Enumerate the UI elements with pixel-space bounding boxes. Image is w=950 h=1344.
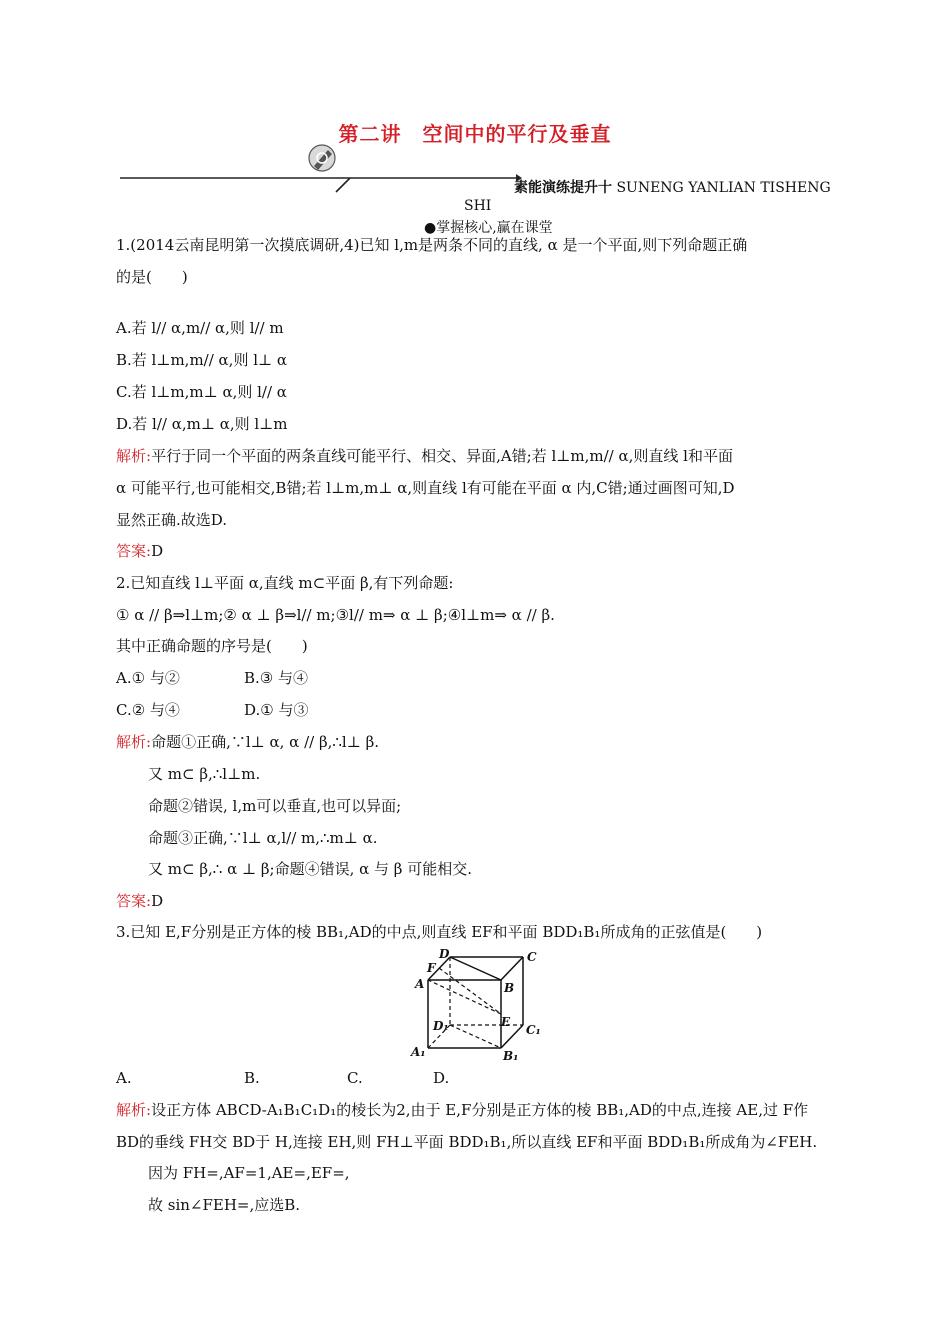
q1-option-d: D.若 l// α,m⊥ α,则 l⊥m	[116, 415, 288, 433]
cube-label-a: A	[415, 977, 425, 991]
q2-analysis-line3: 命题②错误, l,m可以垂直,也可以异面;	[148, 797, 402, 815]
banner-label: 素能演练提升十 SUNENG YANLIAN TISHENG	[514, 180, 831, 196]
q1-option-b: B.若 l⊥m,m// α,则 l⊥ α	[116, 351, 288, 369]
cube-label-c1: C₁	[526, 1023, 541, 1037]
q2-answer: 答案:D	[116, 892, 164, 910]
q3-analysis-line4: 故 sin∠FEH=,应选B.	[148, 1196, 301, 1214]
q2-analysis-line4: 命题③正确,∵l⊥ α,l// m,∴m⊥ α.	[148, 829, 378, 847]
q2-analysis-line1: 解析:命题①正确,∵l⊥ α, α // β,∴l⊥ β.	[116, 733, 380, 751]
q2-stem-line3: 其中正确命题的序号是( )	[116, 637, 308, 655]
q3-analysis-line1: 解析:设正方体 ABCD-A₁B₁C₁D₁的棱长为2,由于 E,F分别是正方体的棱 BB₁,AD的中点,连接 AE,过 F作	[116, 1101, 809, 1119]
cube-label-b: B	[504, 981, 515, 995]
cube-label-a1: A₁	[411, 1045, 426, 1059]
q2-stem-line1: 2.已知直线 l⊥平面 α,直线 m⊂平面 β,有下列命题:	[116, 574, 454, 592]
q2-option-d: D.① 与③	[244, 701, 309, 719]
q3-option-a: A.	[116, 1069, 132, 1087]
q1-option-c: C.若 l⊥m,m⊥ α,则 l// α	[116, 383, 287, 401]
q1-answer: 答案:D	[116, 542, 164, 560]
banner-subtitle: ●掌握核心,赢在课堂	[424, 220, 553, 236]
q3-stem: 3.已知 E,F分别是正方体的棱 BB₁,AD的中点,则直线 EF和平面 BDD₁B₁所成角的正弦值是( )	[116, 923, 763, 941]
q2-option-a: A.① 与②	[116, 669, 180, 687]
cube-figure	[405, 948, 555, 1063]
cube-label-c: C	[527, 950, 537, 964]
q2-analysis-line5: 又 m⊂ β,∴ α ⊥ β;命题④错误, α 与 β 可能相交.	[148, 860, 472, 878]
q1-stem-line1: 1.(2014云南昆明第一次摸底调研,4)已知 l,m是两条不同的直线, α 是一个平面,则下列命题正确	[116, 236, 748, 254]
cube-label-d: D	[439, 948, 450, 961]
cube-label-f: F	[427, 961, 436, 975]
q3-option-c: C.	[347, 1069, 363, 1087]
q3-option-d: D.	[433, 1069, 450, 1087]
q2-option-b: B.③ 与④	[244, 669, 309, 687]
cube-label-d1: D₁	[433, 1019, 449, 1033]
q3-option-b: B.	[244, 1069, 260, 1087]
q1-option-a: A.若 l// α,m// α,则 l// m	[116, 319, 284, 337]
cube-label-e: E	[501, 1015, 511, 1029]
q2-analysis-line2: 又 m⊂ β,∴l⊥m.	[148, 765, 261, 783]
banner-label-continued: SHI	[464, 198, 492, 214]
q1-analysis-line2: α 可能平行,也可能相交,B错;若 l⊥m,m⊥ α,则直线 l有可能在平面 α 内,C错;通过画图可知,D	[116, 479, 735, 497]
q2-stem-line2: ① α // β⇒l⊥m;② α ⊥ β⇒l// m;③l// m⇒ α ⊥ β;④l⊥m⇒ α // β.	[116, 606, 555, 624]
q1-analysis-line3: 显然正确.故选D.	[116, 511, 228, 529]
q1-analysis-line1: 解析:平行于同一个平面的两条直线可能平行、相交、异面,A错;若 l⊥m,m// α,则直线 l和平面	[116, 447, 733, 465]
q2-option-c: C.② 与④	[116, 701, 180, 719]
q3-analysis-line2: BD的垂线 FH交 BD于 H,连接 EH,则 FH⊥平面 BDD₁B₁,所以直线 EF和平面 BDD₁B₁所成角为∠FEH.	[116, 1133, 818, 1151]
page-title: 第二讲 空间中的平行及垂直	[338, 122, 612, 146]
cube-label-b1: B₁	[503, 1049, 519, 1063]
q1-stem-line2: 的是( )	[116, 268, 188, 286]
q3-analysis-line3: 因为 FH=,AF=1,AE=,EF=,	[148, 1164, 350, 1182]
